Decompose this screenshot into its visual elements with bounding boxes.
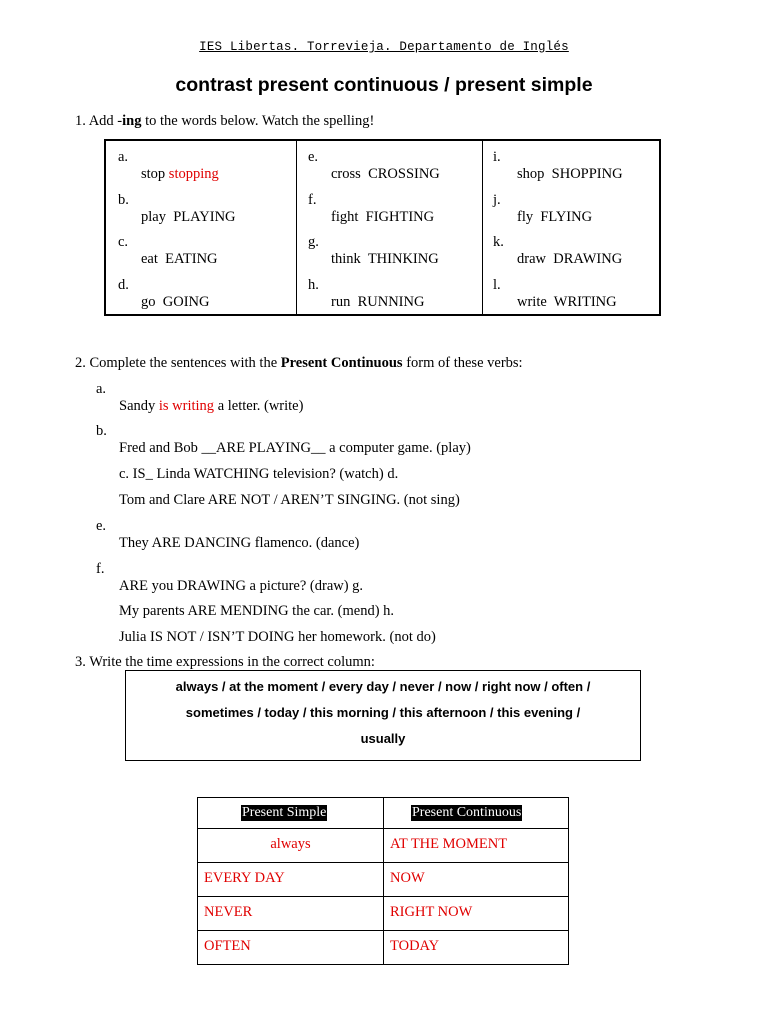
grid-item-letter: i. [493,149,501,165]
sentence-text: a letter. (write) [214,398,304,414]
ing-answer: FIGHTING [365,209,435,225]
present-continuous-cell: RIGHT NOW [390,904,473,920]
base-verb: write [517,294,547,310]
grid-item-letter: b. [118,192,129,208]
grid-divider [482,141,483,314]
instruction-bold: Present Continuous [280,355,403,371]
item-letter: b. [96,423,107,439]
grid-item-word [517,166,623,183]
instruction-text: to the words below. Watch the spelling! [141,113,375,129]
ing-answer: PLAYING [173,209,236,225]
tense-columns-table [197,797,569,965]
present-simple-cell: EVERY DAY [204,870,285,886]
ing-answer: RUNNING [357,294,425,310]
grid-item-word [141,209,236,226]
item-letter: a. [96,381,107,397]
grid-item-letter: j. [493,192,501,208]
base-verb: run [331,294,351,310]
grid-item-letter: g. [308,234,319,250]
ing-answer: DRAWING [553,251,623,267]
present-continuous-header: Present Continuous [412,805,522,820]
grid-item-letter: c. [118,234,129,250]
ing-answer: WRITING [553,294,617,310]
base-verb: cross [331,166,361,182]
grid-item-word [331,294,424,311]
base-verb: draw [517,251,546,267]
sentence-d: Tom and Clare ARE NOT / AREN’T SINGING. (not sing) [119,492,460,508]
present-simple-cell: always [270,836,311,852]
grid-item-word [517,294,617,311]
exercise-2-instruction [75,355,523,372]
base-verb: shop [517,166,545,182]
expressions-line: usually [360,731,406,746]
table-row [198,930,568,964]
grid-item-letter: k. [493,234,504,250]
sentence-f: ARE you DRAWING a picture? (draw) g. [119,578,364,594]
base-verb: fly [517,209,534,225]
grid-item-word [141,294,209,311]
base-verb: stop [141,166,166,182]
item-letter: e. [96,518,107,534]
exercise-1-instruction [75,113,374,130]
grid-item-word [331,166,440,183]
instruction-bold: ing [122,113,142,129]
grid-item-letter: f. [308,192,317,208]
worksheet-title: contrast present continuous / present simple [175,74,593,96]
ing-answer: THINKING [367,251,439,267]
base-verb: go [141,294,156,310]
base-verb: eat [141,251,158,267]
sentence-c: c. IS_ Linda WATCHING television? (watch) d. [119,466,399,482]
grid-item-word [331,251,439,268]
present-continuous-cell: TODAY [390,938,440,954]
grid-item-word [141,166,219,183]
grid-item-letter: e. [308,149,319,165]
exercise-3-instruction: 3. Write the time expressions in the correct column: [75,654,375,670]
table-row [198,896,568,930]
grid-item-letter: a. [118,149,129,165]
grid-item-letter: d. [118,277,129,293]
sentence-a [119,398,303,415]
grid-item-word [141,251,218,268]
item-letter: f. [96,561,105,577]
present-simple-header: Present Simple [242,805,327,820]
present-continuous-cell: AT THE MOMENT [390,836,508,852]
present-continuous-cell: NOW [390,870,425,886]
present-simple-cell: OFTEN [204,938,251,954]
expressions-line: sometimes / today / this morning / this afternoon / this evening / [185,705,581,720]
school-header: IES Libertas. Torrevieja. Departamento de Inglés [199,40,569,54]
grid-item-word [331,209,434,226]
grid-item-word [517,251,622,268]
base-verb: think [331,251,361,267]
instruction-text: 1. Add - [75,113,123,129]
base-verb: fight [331,209,359,225]
sentence-b: Fred and Bob __ARE PLAYING__ a computer game. (play) [119,440,471,456]
ing-answer: stopping [168,166,219,182]
ing-answer: EATING [165,251,218,267]
sentence-g: My parents ARE MENDING the car. (mend) h. [119,603,395,619]
grid-item-word [517,209,592,226]
grid-divider [296,141,297,314]
sentence-answer: is writing [158,398,215,414]
sentence-e: They ARE DANCING flamenco. (dance) [119,535,360,551]
instruction-text: 2. Complete the sentences with the [75,355,281,371]
instruction-text: form of these verbs: [402,355,523,371]
time-expressions-box [125,670,641,761]
expressions-line: always / at the moment / every day / never / now / right now / often / [175,679,591,694]
ing-answer: SHOPPING [551,166,623,182]
grid-item-letter: l. [493,277,501,293]
grid-item-letter: h. [308,277,319,293]
ing-words-grid [104,139,661,316]
sentence-h: Julia IS NOT / ISN’T DOING her homework. (not do) [119,629,436,645]
ing-answer: FLYING [540,209,593,225]
base-verb: play [141,209,166,225]
present-simple-cell: NEVER [204,904,253,920]
sentence-text: Sandy [119,398,159,414]
ing-answer: GOING [162,294,210,310]
ing-answer: CROSSING [368,166,440,182]
